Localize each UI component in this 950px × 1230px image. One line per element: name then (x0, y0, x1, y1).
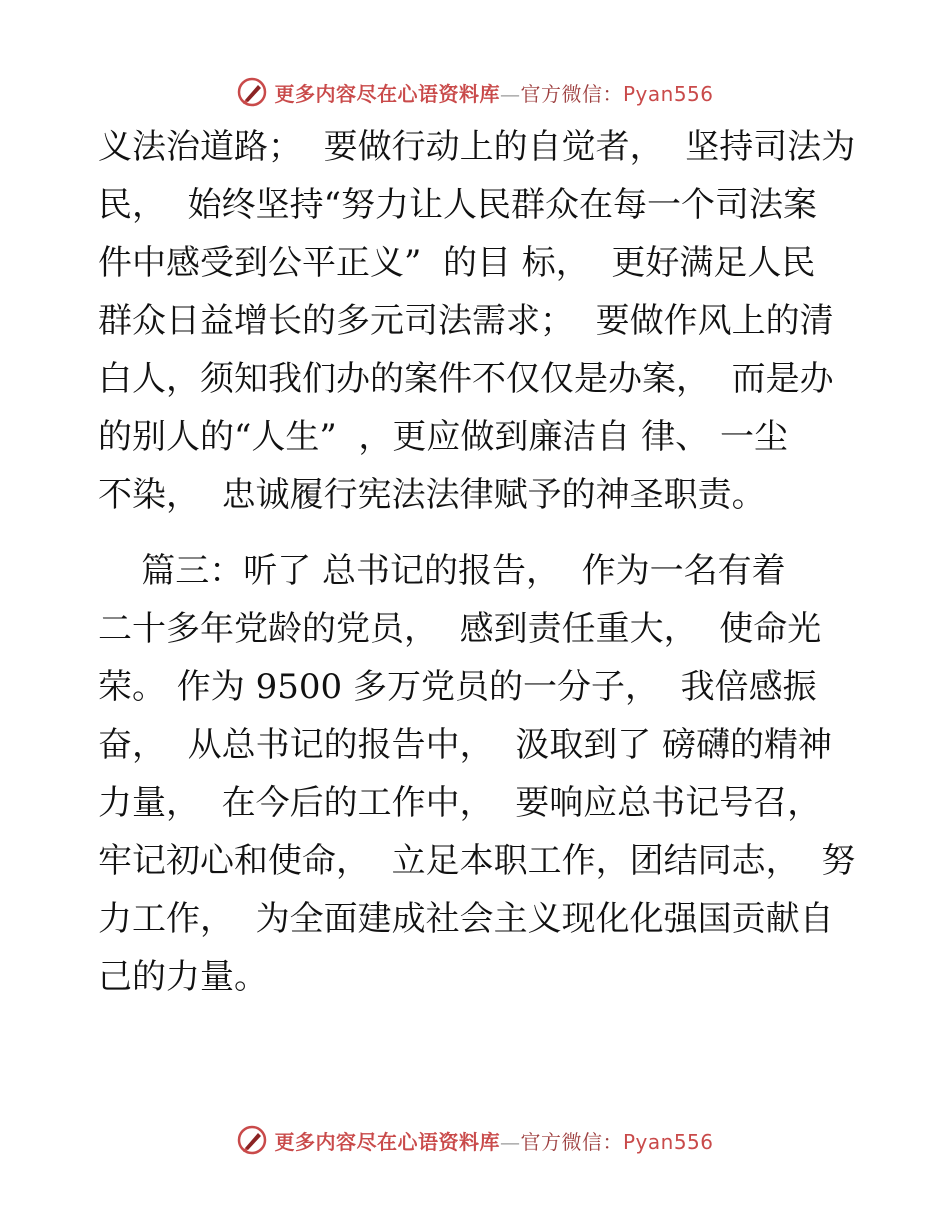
text-line: 篇三：听了 总书记的报告， 作为一名有着 (98, 551, 786, 591)
banner-dash: — (499, 1129, 521, 1154)
banner-wechat-label: 官方微信： (520, 81, 623, 106)
pen-logo-icon (236, 76, 268, 108)
text-line: 不染， 忠诚履行宪法法律赋予的神圣职责。 (98, 475, 766, 515)
paragraph-spacer (98, 524, 858, 542)
text-line: 民， 始终坚持“努力让人民群众在每一个司法案 (98, 185, 817, 225)
text-line: 力量， 在今后的工作中， 要响应总书记号召， (98, 783, 822, 823)
banner-text (274, 1126, 713, 1155)
text-line: 荣。 作为 9500 多万党员的一分子， 我倍感振 (98, 667, 817, 707)
banner-main-text: 更多内容尽在心语资料库 (274, 1129, 500, 1154)
text-line: 的别人的“人生” ，更应做到廉洁自 律、 一尘 (98, 417, 788, 457)
document-body (98, 118, 858, 1006)
text-line: 牢记初心和使命， 立足本职工作，团结同志， 努 (98, 841, 856, 881)
banner-dash: — (499, 81, 521, 106)
banner-text (274, 78, 713, 107)
banner-account: Pyan556 (622, 81, 714, 106)
text-line: 义法治道路； 要做行动上的自觉者， 坚持司法为 (98, 127, 856, 167)
banner-wechat-label: 官方微信： (520, 1129, 623, 1154)
text-line: 件中感受到公平正义” 的目 标， 更好满足人民 (98, 243, 816, 283)
paragraph (98, 118, 858, 524)
paragraph (98, 542, 858, 1006)
text-line: 群众日益增长的多元司法需求； 要做作风上的清 (98, 301, 834, 341)
text-line: 奋， 从总书记的报告中， 汲取到了 磅礴的精神 (98, 725, 833, 765)
banner-account: Pyan556 (622, 1129, 714, 1154)
banner-main-text: 更多内容尽在心语资料库 (274, 81, 500, 106)
text-line: 白人，须知我们办的案件不仅仅是办案， 而是办 (98, 359, 834, 399)
footer-banner (0, 1120, 950, 1160)
text-line: 二十多年党龄的党员， 感到责任重大， 使命光 (98, 609, 822, 649)
pen-logo-icon (236, 1124, 268, 1156)
text-line: 己的力量。 (98, 957, 268, 997)
header-banner (0, 72, 950, 112)
text-line: 力工作， 为全面建成社会主义现化化强国贡献自 (98, 899, 834, 939)
